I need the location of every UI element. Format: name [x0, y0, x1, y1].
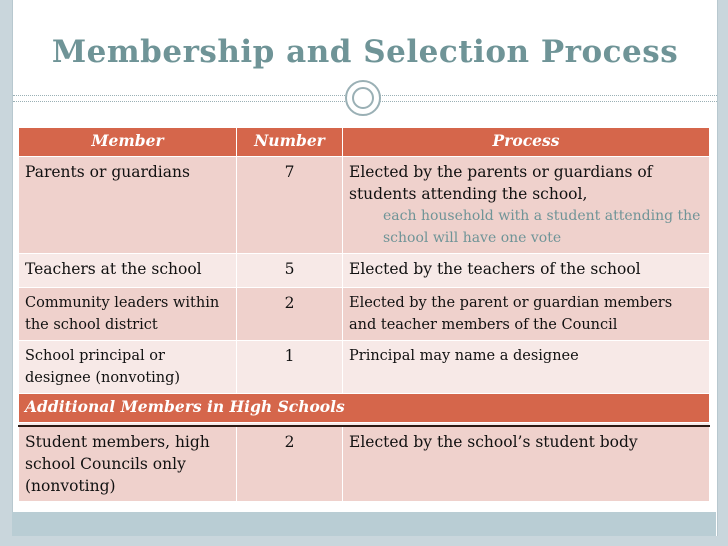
cell-number: 7 [237, 157, 343, 254]
cell-member: Student members, high school Councils only (nonvoting) [19, 426, 237, 502]
cell-member: School principal or designee (nonvoting) [19, 341, 237, 394]
table-row [19, 426, 710, 502]
page-title: Membership and Selection Process [51, 34, 679, 70]
cell-process: Elected by the teachers of the school [343, 254, 710, 288]
membership-table [18, 127, 710, 502]
cell-number: 2 [237, 288, 343, 341]
cell-process: Principal may name a designee [343, 341, 710, 394]
header-member: Member [19, 128, 237, 157]
process-note: each household with a student attending the school will have one vote [383, 208, 701, 246]
section-header-row [19, 394, 710, 423]
table-row [19, 254, 710, 288]
cell-process: Elected by the parent or guardian members and teacher members of the Council [343, 288, 710, 341]
cell-member: Teachers at the school [19, 254, 237, 288]
table-row [19, 157, 710, 254]
circle-ornament-icon [345, 80, 381, 116]
cell-number: 2 [237, 426, 343, 502]
section-label: Additional Members in High Schools [19, 394, 710, 423]
header-number: Number [237, 128, 343, 157]
process-text: Elected by the parents or guardians of students attending the school, [349, 163, 653, 203]
header-process: Process [343, 128, 710, 157]
table-row [19, 341, 710, 394]
cell-member: Parents or guardians [19, 157, 237, 254]
table-header-row [19, 128, 710, 157]
footer-band [12, 512, 716, 536]
cell-member: Community leaders within the school district [19, 288, 237, 341]
cell-number: 5 [237, 254, 343, 288]
cell-number: 1 [237, 341, 343, 394]
cell-process: Elected by the school’s student body [343, 426, 710, 502]
table-row [19, 288, 710, 341]
cell-process [343, 157, 710, 254]
